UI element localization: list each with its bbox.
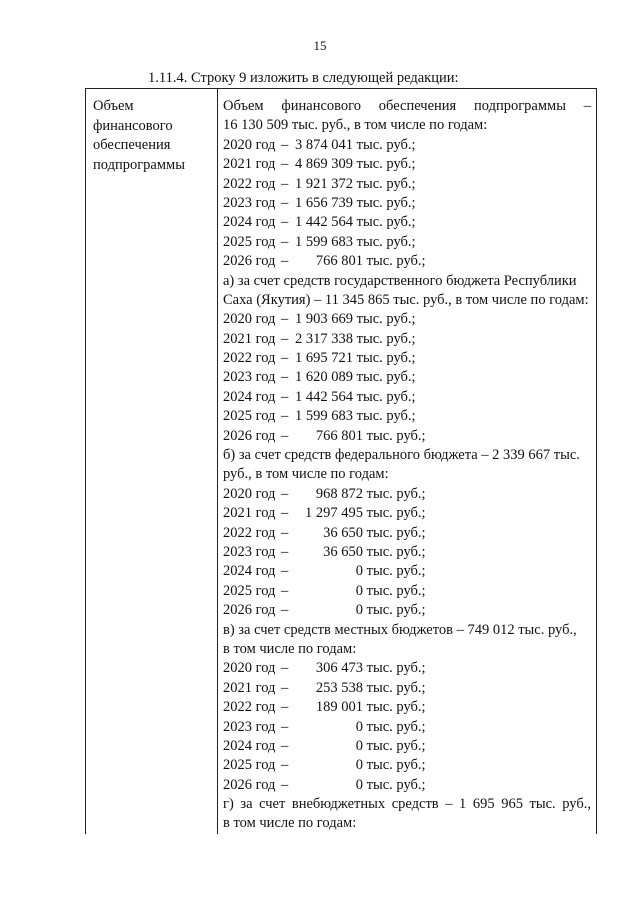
year-row: [223, 504, 591, 523]
amount-unit: тыс. руб.;: [356, 388, 416, 405]
year-label: 2022 год: [223, 524, 276, 541]
years-a-list: [223, 310, 591, 446]
year-row: [223, 756, 591, 775]
year-row: [223, 718, 591, 737]
year-row: [223, 388, 591, 407]
amount-unit: тыс. руб.;: [366, 776, 426, 793]
year-label: 2026 год: [223, 253, 276, 270]
year-label: 2022 год: [223, 175, 276, 192]
year-row: [223, 524, 591, 543]
amount-value: 1 442 564: [295, 214, 353, 231]
page-number: 15: [313, 38, 327, 53]
amount-value: 189 001: [315, 699, 363, 716]
amount-unit: тыс. руб.;: [366, 524, 426, 541]
header-line: Объем финансового обеспечения подпрограммы –: [223, 98, 591, 114]
year-label: 2026 год: [223, 602, 276, 619]
year-dash: –: [281, 156, 289, 173]
year-dash: –: [281, 175, 289, 192]
year-dash: –: [281, 524, 289, 541]
amount-unit: тыс. руб.;: [366, 563, 426, 580]
year-dash: –: [281, 660, 289, 677]
amount-unit: тыс. руб.;: [366, 582, 426, 599]
year-row: [223, 543, 591, 562]
amount-value: 0: [355, 582, 363, 599]
year-label: 2025 год: [223, 233, 276, 250]
year-dash: –: [281, 737, 289, 754]
year-label: 2026 год: [223, 427, 276, 444]
year-row: [223, 698, 591, 717]
year-dash: –: [281, 718, 289, 735]
year-dash: –: [281, 194, 289, 211]
amount-value: 1 599 683: [295, 233, 353, 250]
year-row: [223, 213, 591, 232]
amount-value: 1 599 683: [295, 408, 353, 425]
section-a-heading: Саха (Якутия) – 11 345 865 тыс. руб., в том числе по годам:: [223, 291, 589, 308]
amount-value: 968 872: [315, 485, 363, 502]
year-row: [223, 368, 591, 387]
row-label-line: Объем: [93, 98, 134, 114]
year-dash: –: [281, 136, 289, 153]
amount-value: 253 538: [315, 679, 363, 696]
amount-value: 1 442 564: [295, 388, 353, 405]
year-label: 2026 год: [223, 776, 276, 793]
section-b-heading: руб., в том числе по годам:: [223, 466, 389, 483]
amount-unit: тыс. руб.;: [366, 543, 426, 560]
amount-value: 0: [355, 563, 363, 580]
year-label: 2025 год: [223, 582, 276, 599]
year-row: [223, 582, 591, 601]
amount-value: 1 620 089: [295, 369, 353, 386]
year-label: 2025 год: [223, 408, 276, 425]
year-label: 2024 год: [223, 388, 276, 405]
year-row: [223, 659, 591, 678]
year-row: [223, 601, 591, 620]
amount-unit: тыс. руб.;: [366, 660, 426, 677]
section-b-heading: б) за счет средств федерального бюджета – 2 339 667 тыс.: [223, 447, 580, 464]
year-dash: –: [281, 427, 289, 444]
year-dash: –: [281, 505, 289, 522]
year-row: [223, 175, 591, 194]
year-dash: –: [281, 699, 289, 716]
amount-unit: тыс. руб.;: [356, 214, 416, 231]
year-dash: –: [281, 563, 289, 580]
year-row: [223, 155, 591, 174]
year-label: 2023 год: [223, 369, 276, 386]
year-label: 2024 год: [223, 214, 276, 231]
year-row: [223, 136, 591, 155]
amount-value: 36 650: [323, 543, 363, 560]
year-label: 2020 год: [223, 660, 276, 677]
amount-unit: тыс. руб.;: [366, 679, 426, 696]
amount-value: 1 903 669: [295, 311, 353, 328]
amount-unit: тыс. руб.;: [356, 136, 416, 153]
amount-value: 306 473: [315, 660, 363, 677]
year-dash: –: [281, 311, 289, 328]
amount-unit: тыс. руб.;: [366, 602, 426, 619]
amount-unit: тыс. руб.;: [366, 253, 426, 270]
year-dash: –: [281, 757, 289, 774]
section-d-heading: г) за счет внебюджетных средств – 1 695 965 тыс. руб.,: [223, 796, 591, 813]
year-dash: –: [281, 350, 289, 367]
year-row: [223, 407, 591, 426]
row-label-cell: [93, 97, 213, 175]
year-row: [223, 194, 591, 213]
years-c-list: [223, 659, 591, 795]
year-row: [223, 310, 591, 329]
year-label: 2020 год: [223, 136, 276, 153]
amount-value: 1 921 372: [295, 175, 353, 192]
year-label: 2024 год: [223, 563, 276, 580]
year-label: 2020 год: [223, 311, 276, 328]
year-dash: –: [281, 408, 289, 425]
section-c-heading: в) за счет средств местных бюджетов – 749 012 тыс. руб.,: [223, 621, 577, 638]
year-label: 2023 год: [223, 543, 276, 560]
year-label: 2021 год: [223, 679, 276, 696]
header-line: 16 130 509 тыс. руб., в том числе по годам:: [223, 117, 488, 134]
year-row: [223, 485, 591, 504]
year-dash: –: [281, 602, 289, 619]
year-label: 2021 год: [223, 330, 276, 347]
amount-unit: тыс. руб.;: [356, 233, 416, 250]
year-label: 2022 год: [223, 350, 276, 367]
year-row: [223, 233, 591, 252]
amount-unit: тыс. руб.;: [356, 194, 416, 211]
row-label-line: подпрограммы: [93, 156, 185, 173]
section-a-heading: а) за счет средств государственного бюджета Республики: [223, 272, 577, 289]
amount-value: 0: [355, 757, 363, 774]
year-row: [223, 427, 591, 446]
amount-unit: тыс. руб.;: [356, 408, 416, 425]
funding-table: [85, 88, 597, 834]
amount-value: 36 650: [323, 524, 363, 541]
amount-value: 0: [355, 776, 363, 793]
year-row: [223, 737, 591, 756]
years-b-list: [223, 485, 591, 621]
section-d-heading: в том числе по годам:: [223, 815, 357, 832]
amount-unit: тыс. руб.;: [366, 427, 426, 444]
amount-value: 1 656 739: [295, 194, 353, 211]
amount-value: 3 874 041: [295, 136, 353, 153]
amount-value: 4 869 309: [295, 156, 353, 173]
amount-unit: тыс. руб.;: [356, 330, 416, 347]
amount-value: 0: [355, 737, 363, 754]
amount-unit: тыс. руб.;: [366, 757, 426, 774]
year-dash: –: [281, 330, 289, 347]
year-dash: –: [281, 776, 289, 793]
amount-value: 2 317 338: [295, 330, 353, 347]
amount-unit: тыс. руб.;: [356, 350, 416, 367]
amount-unit: тыс. руб.;: [366, 485, 426, 502]
amount-value: 766 801: [315, 253, 363, 270]
year-dash: –: [281, 582, 289, 599]
amount-unit: тыс. руб.;: [366, 737, 426, 754]
year-label: 2024 год: [223, 737, 276, 754]
row-label-line: обеспечения: [93, 137, 171, 153]
year-row: [223, 679, 591, 698]
amount-value: 0: [355, 602, 363, 619]
year-row: [223, 776, 591, 795]
year-row: [223, 562, 591, 581]
year-row: [223, 330, 591, 349]
year-dash: –: [281, 369, 289, 386]
year-label: 2021 год: [223, 505, 276, 522]
year-dash: –: [281, 679, 289, 696]
amount-value: 0: [355, 718, 363, 735]
amount-unit: тыс. руб.;: [366, 505, 426, 522]
year-dash: –: [281, 543, 289, 560]
year-dash: –: [281, 388, 289, 405]
year-label: 2020 год: [223, 485, 276, 502]
amount-unit: тыс. руб.;: [366, 718, 426, 735]
amount-unit: тыс. руб.;: [356, 175, 416, 192]
section-c-heading: в том числе по годам:: [223, 640, 357, 657]
row-label-line: финансового: [93, 117, 173, 134]
amount-unit: тыс. руб.;: [356, 311, 416, 328]
year-row: [223, 252, 591, 271]
amount-unit: тыс. руб.;: [356, 156, 416, 173]
column-divider: [217, 89, 218, 834]
year-dash: –: [281, 253, 289, 270]
year-label: 2023 год: [223, 194, 276, 211]
year-dash: –: [281, 214, 289, 231]
year-dash: –: [281, 485, 289, 502]
amount-unit: тыс. руб.;: [356, 369, 416, 386]
year-dash: –: [281, 233, 289, 250]
year-row: [223, 349, 591, 368]
years-total-list: [223, 136, 591, 272]
intro-text: 1.11.4. Строку 9 изложить в следующей редакции:: [148, 70, 459, 86]
year-label: 2025 год: [223, 757, 276, 774]
amount-value: 1 695 721: [295, 350, 353, 367]
row-content-cell: [223, 97, 591, 834]
amount-unit: тыс. руб.;: [366, 699, 426, 716]
year-label: 2021 год: [223, 156, 276, 173]
amount-value: 1 297 495: [305, 505, 363, 522]
amount-value: 766 801: [315, 427, 363, 444]
year-label: 2023 год: [223, 718, 276, 735]
year-label: 2022 год: [223, 699, 276, 716]
